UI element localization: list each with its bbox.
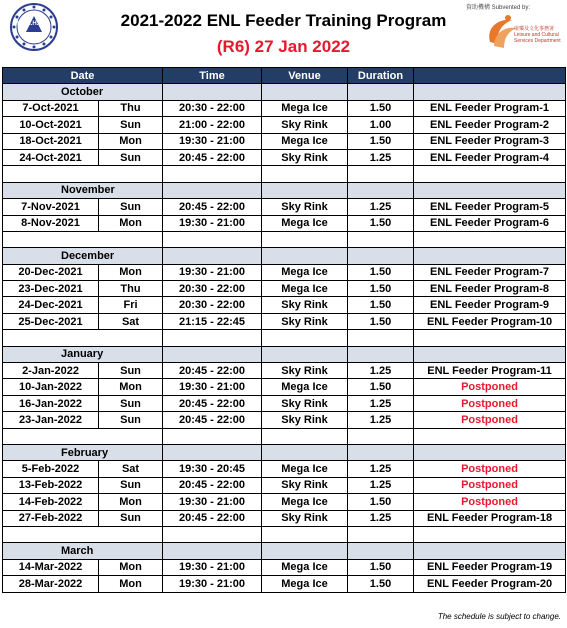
empty-cell [163,346,262,362]
date-cell: 13-Feb-2022 [3,477,99,493]
month-row [3,84,566,100]
month-row [3,444,566,460]
postponed-cell: Postponed [414,461,566,477]
date-cell: 23-Dec-2021 [3,281,99,297]
duration-cell: 1.50 [348,379,414,395]
time-cell: 21:15 - 22:45 [163,313,262,329]
postponed-cell: Postponed [414,395,566,411]
time-cell: 20:30 - 22:00 [163,281,262,297]
empty-cell [348,248,414,264]
duration-cell: 1.50 [348,297,414,313]
empty-cell [163,84,262,100]
empty-cell [3,231,163,247]
table-row [3,281,566,297]
day-cell: Mon [99,576,163,592]
time-cell: 20:45 - 22:00 [163,510,262,526]
empty-cell [414,428,566,444]
venue-cell: Mega Ice [262,494,348,510]
empty-cell [414,526,566,542]
date-cell: 7-Oct-2021 [3,100,99,116]
spacer-row [3,526,566,542]
month-row [3,346,566,362]
empty-cell [262,248,348,264]
table-row [3,412,566,428]
page-subtitle: (R6) 27 Jan 2022 [216,37,351,56]
empty-cell [262,428,348,444]
day-cell: Mon [99,379,163,395]
day-cell: Mon [99,215,163,231]
duration-cell: 1.50 [348,281,414,297]
table-row [3,576,566,592]
program-cell: ENL Feeder Program-1 [414,100,566,116]
month-label: October [3,84,163,100]
date-cell: 7-Nov-2021 [3,199,99,215]
table-row [3,133,566,149]
venue-cell: Mega Ice [262,133,348,149]
duration-cell: 1.25 [348,477,414,493]
date-cell: 14-Mar-2022 [3,559,99,575]
table-row [3,264,566,280]
table-row [3,510,566,526]
date-cell: 24-Dec-2021 [3,297,99,313]
month-row [3,182,566,198]
venue-cell: Sky Rink [262,117,348,133]
date-cell: 18-Oct-2021 [3,133,99,149]
empty-cell [262,231,348,247]
duration-cell: 1.50 [348,494,414,510]
table-row [3,379,566,395]
table-row [3,477,566,493]
month-label: November [3,182,163,198]
duration-cell: 1.50 [348,576,414,592]
date-cell: 25-Dec-2021 [3,313,99,329]
program-cell: ENL Feeder Program-18 [414,510,566,526]
date-cell: 10-Oct-2021 [3,117,99,133]
empty-cell [414,166,566,182]
header-time: Time [163,68,262,84]
empty-cell [163,444,262,460]
venue-cell: Sky Rink [262,199,348,215]
sponsor-block [466,2,566,58]
date-cell: 2-Jan-2022 [3,363,99,379]
time-cell: 20:45 - 22:00 [163,199,262,215]
venue-cell: Sky Rink [262,395,348,411]
venue-cell: Mega Ice [262,215,348,231]
day-cell: Sat [99,313,163,329]
venue-cell: Mega Ice [262,264,348,280]
day-cell: Mon [99,264,163,280]
page-title: 2021-2022 ENL Feeder Training Program [120,11,447,30]
empty-cell [262,166,348,182]
empty-cell [3,166,163,182]
empty-cell [414,231,566,247]
day-cell: Sun [99,395,163,411]
date-cell: 28-Mar-2022 [3,576,99,592]
time-cell: 19:30 - 21:00 [163,576,262,592]
program-cell: ENL Feeder Program-20 [414,576,566,592]
time-cell: 19:30 - 21:00 [163,494,262,510]
date-cell: 16-Jan-2022 [3,395,99,411]
month-label: March [3,543,163,559]
empty-cell [163,526,262,542]
schedule-table [2,67,566,593]
duration-cell: 1.25 [348,395,414,411]
page-header [0,0,567,66]
program-cell: ENL Feeder Program-6 [414,215,566,231]
empty-cell [163,182,262,198]
time-cell: 20:30 - 22:00 [163,297,262,313]
header-venue: Venue [262,68,348,84]
day-cell: Sun [99,117,163,133]
day-cell: Sun [99,510,163,526]
header-date: Date [3,68,163,84]
program-cell: ENL Feeder Program-8 [414,281,566,297]
time-cell: 20:45 - 22:00 [163,363,262,379]
date-cell: 14-Feb-2022 [3,494,99,510]
table-row [3,297,566,313]
venue-cell: Mega Ice [262,576,348,592]
empty-cell [262,346,348,362]
venue-cell: Sky Rink [262,363,348,379]
day-cell: Sun [99,199,163,215]
empty-cell [348,543,414,559]
time-cell: 19:30 - 21:00 [163,559,262,575]
sponsor-name: 康樂及文化事務署 Leisure and Cultural Services Department [514,26,561,44]
month-label: January [3,346,163,362]
table-row [3,313,566,329]
time-cell: 19:30 - 20:45 [163,461,262,477]
day-cell: Sun [99,477,163,493]
empty-cell [262,444,348,460]
spacer-row [3,166,566,182]
time-cell: 20:30 - 22:00 [163,100,262,116]
program-cell: ENL Feeder Program-19 [414,559,566,575]
empty-cell [3,330,163,346]
empty-cell [262,330,348,346]
day-cell: Mon [99,559,163,575]
empty-cell [414,330,566,346]
postponed-cell: Postponed [414,494,566,510]
day-cell: Sat [99,461,163,477]
time-cell: 20:45 - 22:00 [163,149,262,165]
empty-cell [262,543,348,559]
day-cell: Sun [99,363,163,379]
venue-cell: Sky Rink [262,149,348,165]
footnote: The schedule is subject to change. [437,612,561,621]
empty-cell [414,248,566,264]
table-header-row [3,68,566,84]
sponsor-label: 資助機構 Subvented by: [466,5,531,11]
program-cell: ENL Feeder Program-11 [414,363,566,379]
schedule-body [3,84,566,592]
table-row [3,199,566,215]
empty-cell [348,526,414,542]
header-duration: Duration [348,68,414,84]
duration-cell: 1.50 [348,133,414,149]
empty-cell [348,330,414,346]
program-cell: ENL Feeder Program-4 [414,149,566,165]
duration-cell: 1.25 [348,199,414,215]
duration-cell: 1.50 [348,264,414,280]
empty-cell [3,526,163,542]
venue-cell: Sky Rink [262,510,348,526]
empty-cell [348,182,414,198]
month-label: February [3,444,163,460]
empty-cell [163,543,262,559]
table-row [3,363,566,379]
table-row [3,117,566,133]
empty-cell [262,526,348,542]
time-cell: 20:45 - 22:00 [163,477,262,493]
program-cell: ENL Feeder Program-10 [414,313,566,329]
duration-cell: 1.25 [348,510,414,526]
program-cell: ENL Feeder Program-7 [414,264,566,280]
time-cell: 19:30 - 21:00 [163,264,262,280]
day-cell: Fri [99,297,163,313]
spacer-row [3,231,566,247]
date-cell: 20-Dec-2021 [3,264,99,280]
month-label: December [3,248,163,264]
empty-cell [163,166,262,182]
time-cell: 19:30 - 21:00 [163,133,262,149]
month-row [3,543,566,559]
date-cell: 8-Nov-2021 [3,215,99,231]
venue-cell: Mega Ice [262,379,348,395]
table-row [3,559,566,575]
header-program [414,68,566,84]
empty-cell [163,231,262,247]
time-cell: 19:30 - 21:00 [163,215,262,231]
empty-cell [348,346,414,362]
date-cell: 24-Oct-2021 [3,149,99,165]
day-cell: Mon [99,133,163,149]
spacer-row [3,330,566,346]
logo-text: H.K.I.H.A. [17,21,45,27]
duration-cell: 1.25 [348,461,414,477]
empty-cell [163,248,262,264]
venue-cell: Mega Ice [262,281,348,297]
table-row [3,100,566,116]
duration-cell: 1.50 [348,559,414,575]
empty-cell [163,330,262,346]
venue-cell: Mega Ice [262,559,348,575]
duration-cell: 1.25 [348,363,414,379]
month-row [3,248,566,264]
postponed-cell: Postponed [414,412,566,428]
venue-cell: Mega Ice [262,100,348,116]
venue-cell: Mega Ice [262,461,348,477]
duration-cell: 1.25 [348,412,414,428]
time-cell: 21:00 - 22:00 [163,117,262,133]
time-cell: 20:45 - 22:00 [163,395,262,411]
venue-cell: Sky Rink [262,297,348,313]
day-cell: Mon [99,494,163,510]
day-cell: Thu [99,281,163,297]
empty-cell [3,428,163,444]
day-cell: Sun [99,412,163,428]
duration-cell: 1.50 [348,313,414,329]
duration-cell: 1.50 [348,100,414,116]
empty-cell [414,346,566,362]
empty-cell [348,428,414,444]
duration-cell: 1.25 [348,149,414,165]
program-cell: ENL Feeder Program-3 [414,133,566,149]
table-row [3,395,566,411]
venue-cell: Sky Rink [262,477,348,493]
empty-cell [348,444,414,460]
table-row [3,149,566,165]
empty-cell [262,84,348,100]
table-row [3,461,566,477]
venue-cell: Sky Rink [262,412,348,428]
program-cell: ENL Feeder Program-9 [414,297,566,313]
time-cell: 20:45 - 22:00 [163,412,262,428]
empty-cell [163,428,262,444]
day-cell: Sun [99,149,163,165]
program-cell: ENL Feeder Program-5 [414,199,566,215]
empty-cell [348,231,414,247]
empty-cell [348,166,414,182]
empty-cell [348,84,414,100]
venue-cell: Sky Rink [262,313,348,329]
day-cell: Thu [99,100,163,116]
date-cell: 10-Jan-2022 [3,379,99,395]
table-row [3,215,566,231]
table-row [3,494,566,510]
time-cell: 19:30 - 21:00 [163,379,262,395]
empty-cell [414,543,566,559]
date-cell: 5-Feb-2022 [3,461,99,477]
postponed-cell: Postponed [414,379,566,395]
empty-cell [262,182,348,198]
program-cell: ENL Feeder Program-2 [414,117,566,133]
postponed-cell: Postponed [414,477,566,493]
empty-cell [414,182,566,198]
duration-cell: 1.00 [348,117,414,133]
date-cell: 27-Feb-2022 [3,510,99,526]
spacer-row [3,428,566,444]
duration-cell: 1.50 [348,215,414,231]
empty-cell [414,84,566,100]
date-cell: 23-Jan-2022 [3,412,99,428]
empty-cell [414,444,566,460]
